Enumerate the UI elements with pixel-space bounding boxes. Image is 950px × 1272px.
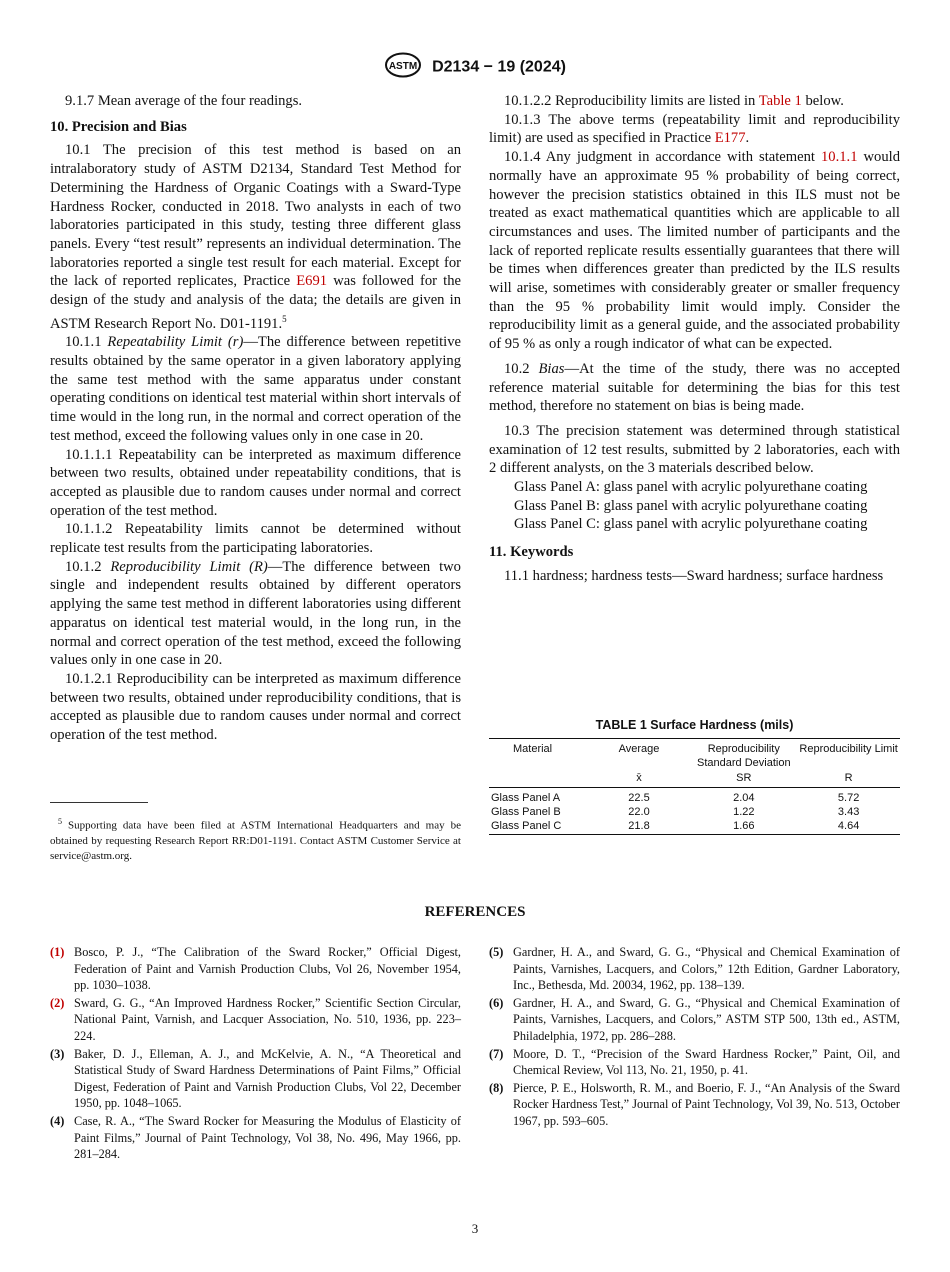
panel-c-description: Glass Panel C: glass panel with acrylic polyurethane coating xyxy=(514,516,868,533)
paragraph-10-1-1-2: 10.1.1.2 Repeatability limits cannot be determined without replicate test results from the participating laboratories. xyxy=(50,521,461,557)
symbol-average: x̄ xyxy=(588,770,691,788)
paragraph-10-1-2-2: 10.1.2.2 Reproducibility limits are listed in Table 1 below. xyxy=(504,93,844,109)
header-average: Average xyxy=(588,739,691,771)
link-10-1-1[interactable]: 10.1.1 xyxy=(821,149,858,166)
symbol-material xyxy=(489,770,588,788)
link-e691[interactable]: E691 xyxy=(296,273,328,290)
references-left-column xyxy=(50,944,461,1164)
paragraph-10-1-1-1: 10.1.1.1 Repeatability can be interpreted as maximum difference between two results, obtained under repeatability conditions, that is accepted as plausible due to random causes under normal and correct operation of the test method. xyxy=(50,446,461,519)
document-id: D2134 − 19 (2024) xyxy=(432,58,566,76)
paragraph-10-1-2: 10.1.2 Reproducibility Limit (R)—The difference between two single and independent results obtained by different operators applying the same test method in different laboratories using different apparatus on identical test material would, in the long run, in the normal and correct operation of the test method, exceed the following values only in one case in 20. xyxy=(50,558,461,669)
paragraph-10-1: 10.1 The precision of this test method is based on an intralaboratory study of ASTM D2134, Standard Test Method for Determining the Hardness of Organic Coatings with a Sward-Type Hardness Rocker, conducted in 2018. Two analysts in each of two laboratories participated in this study, testing three different glass panels. Every “test result” represents an individual determination. The laboratories reported a single test result for each material. Except for the lack of reported replicates, Practice E691 was followed for the design of the study and analysis of the data; the details are given in ASTM Research Report No. D01-1191.$^5$ xyxy=(50,142,461,332)
reference-item: (1) Bosco, P. J., “The Calibration of the Sward Rocker,” Official Digest, Federation of Paint and Varnish Production Clubs, Vol 26, November 1954, pp. 1030–1038. xyxy=(50,945,461,993)
reference-item: (2) Sward, G. G., “An Improved Hardness Rocker,” Scientific Section Circular, National Paint, Varnish, and Lacquer Association, No. 510, 1936, pp. 223–224. xyxy=(50,995,461,1043)
footnote: $^5$ Supporting data have been filed at ASTM International Headquarters and may be obtained by requesting Research Report RR:D01-1191. Contact ASTM Customer Service at service@astm.org. xyxy=(50,817,461,862)
reference-item: (4) Case, R. A., “The Sward Rocker for Measuring the Modulus of Elasticity of Paint Films,” Journal of Paint Technology, Vol 38, No. 496, May 1966, pp. 281–284. xyxy=(50,1113,461,1162)
page-number: 3 xyxy=(471,1221,479,1236)
section-11-heading: 11. Keywords xyxy=(489,544,574,561)
references-heading: REFERENCES xyxy=(424,904,526,920)
reference-item: (3) Baker, D. J., Elleman, A. J., and McKelvie, A. N., “A Theoretical and Statistical Study of Sward Hardness Determinations of Paint Films,” Official Digest, Federation of Paint and Varnish Production Clubs, Vol 22, December 1950, pp. 1048–1065. xyxy=(50,1046,461,1111)
paragraph-9-1-7: 9.1.7 Mean average of the four readings. xyxy=(65,93,303,109)
paragraph-11-1: 11.1 hardness; hardness tests—Sward hardness; surface hardness xyxy=(504,567,884,584)
link-table-1[interactable]: Table 1 xyxy=(758,93,802,109)
paragraph-10-1-4: 10.1.4 Any judgment in accordance with statement 10.1.1 would normally have an approximate 95 % probability of being correct, however the precision statistics obtained in this ILS must not be treated as exact mathematical quantities which are applicable to all circumstances and uses. The limited number of participants and the lack of reported replicate results essentially guarantees that there will be times when differences greater than predicted by the ILS results will arise, sometimes with considerably greater or smaller frequency than the 95 % probability limit would imply. Consider the reproducibility limit as a general guide, and the associated probability of 95 % as only a rough indicator of what can be expected. xyxy=(489,149,900,353)
panel-a-description: Glass Panel A: glass panel with acrylic polyurethane coating xyxy=(514,479,868,496)
reference-item: (8) Pierce, P. E., Holsworth, R. M., and Boerio, F. J., “An Analysis of the Sward Rocker Hardness Test,” Journal of Paint Technology, Vol 39, No. 513, October 1967, pp. 593–605. xyxy=(489,1080,900,1128)
references-right-column xyxy=(489,944,900,1131)
header-repro-limit: Reproducibility Limit xyxy=(797,739,900,771)
header-repro-sd: Reproducibility Standard Deviation xyxy=(690,739,797,771)
paragraph-10-1-2-1: 10.1.2.1 Reproducibility can be interpreted as maximum difference between two results, obtained under reproducibility conditions, that is accepted as plausible due to random causes under normal and correct operation of the test method. xyxy=(50,670,461,744)
table-row: Glass Panel C 21.8 1.66 4.64 xyxy=(489,819,900,835)
table-title: TABLE 1 Surface Hardness (mils) xyxy=(595,718,794,732)
symbol-r: R xyxy=(797,770,900,788)
table-header-row xyxy=(489,739,900,771)
footnote-ref-5[interactable]: 5 xyxy=(282,313,287,324)
reference-item: (5) Gardner, H. A., and Sward, G. G., “Physical and Chemical Examination of Paints, Varnishes, Lacquers, and Colors,” 12th Edition, Gardner Laboratory, Inc., Bethesda, Md. 20034, 1962, pp. 138–139. xyxy=(489,945,900,993)
table-1 xyxy=(489,718,900,835)
reference-item: (7) Moore, D. T., “Precision of the Sward Hardness Rocker,” Paint, Oil, and Chemical Review, Vol 113, No. 21, 1950, p. 41. xyxy=(489,1046,900,1078)
footnote-rule xyxy=(50,802,148,803)
table-row: Glass Panel B 22.0 1.22 3.43 xyxy=(491,806,860,818)
paragraph-10-2: 10.2 Bias—At the time of the study, there was no accepted reference material suitable for determining the bias for this test method, therefore no statement on bias is being made. xyxy=(489,360,900,415)
link-e177[interactable]: E177 xyxy=(714,130,746,147)
paragraph-10-3: 10.3 The precision statement was determined through statistical examination of 12 test results, submitted by 2 laboratories, each with 2 different analysts, on the 3 materials described below. xyxy=(489,422,900,477)
section-10-heading: 10. Precision and Bias xyxy=(50,118,187,135)
paragraph-10-1-1: 10.1.1 Repeatability Limit (r)—The difference between repetitive results obtained by the same operator in a given laboratory applying the same test method with the same apparatus under constant operating conditions on identical test material within short intervals of time would in the long run, in the normal and correct operation of the test method, exceed the following values only in one case in 20. xyxy=(50,334,461,444)
svg-text:ASTM: ASTM xyxy=(388,61,418,72)
table-row: Glass Panel A 22.5 2.04 5.72 xyxy=(491,792,860,804)
paragraph-10-1-3: 10.1.3 The above terms (repeatability limit and reproducibility limit) are used as specified in Practice E177. xyxy=(489,111,900,147)
reference-item: (6) Gardner, H. A., and Sward, G. G., “Physical and Chemical Examination of Paints, Varnishes, Lacquers, and Colors,” ASTM STP 500, 13th ed., ASTM, Philadelphia, 1972, pp. 286–288. xyxy=(489,995,900,1043)
page-header xyxy=(0,52,950,83)
right-column xyxy=(489,92,900,586)
left-column xyxy=(50,92,461,745)
panel-b-description: Glass Panel B: glass panel with acrylic polyurethane coating xyxy=(514,497,868,514)
symbol-sr: SR xyxy=(690,770,797,788)
header-material: Material xyxy=(489,739,588,771)
astm-logo-icon xyxy=(384,52,422,83)
table-symbol-row xyxy=(489,770,900,788)
